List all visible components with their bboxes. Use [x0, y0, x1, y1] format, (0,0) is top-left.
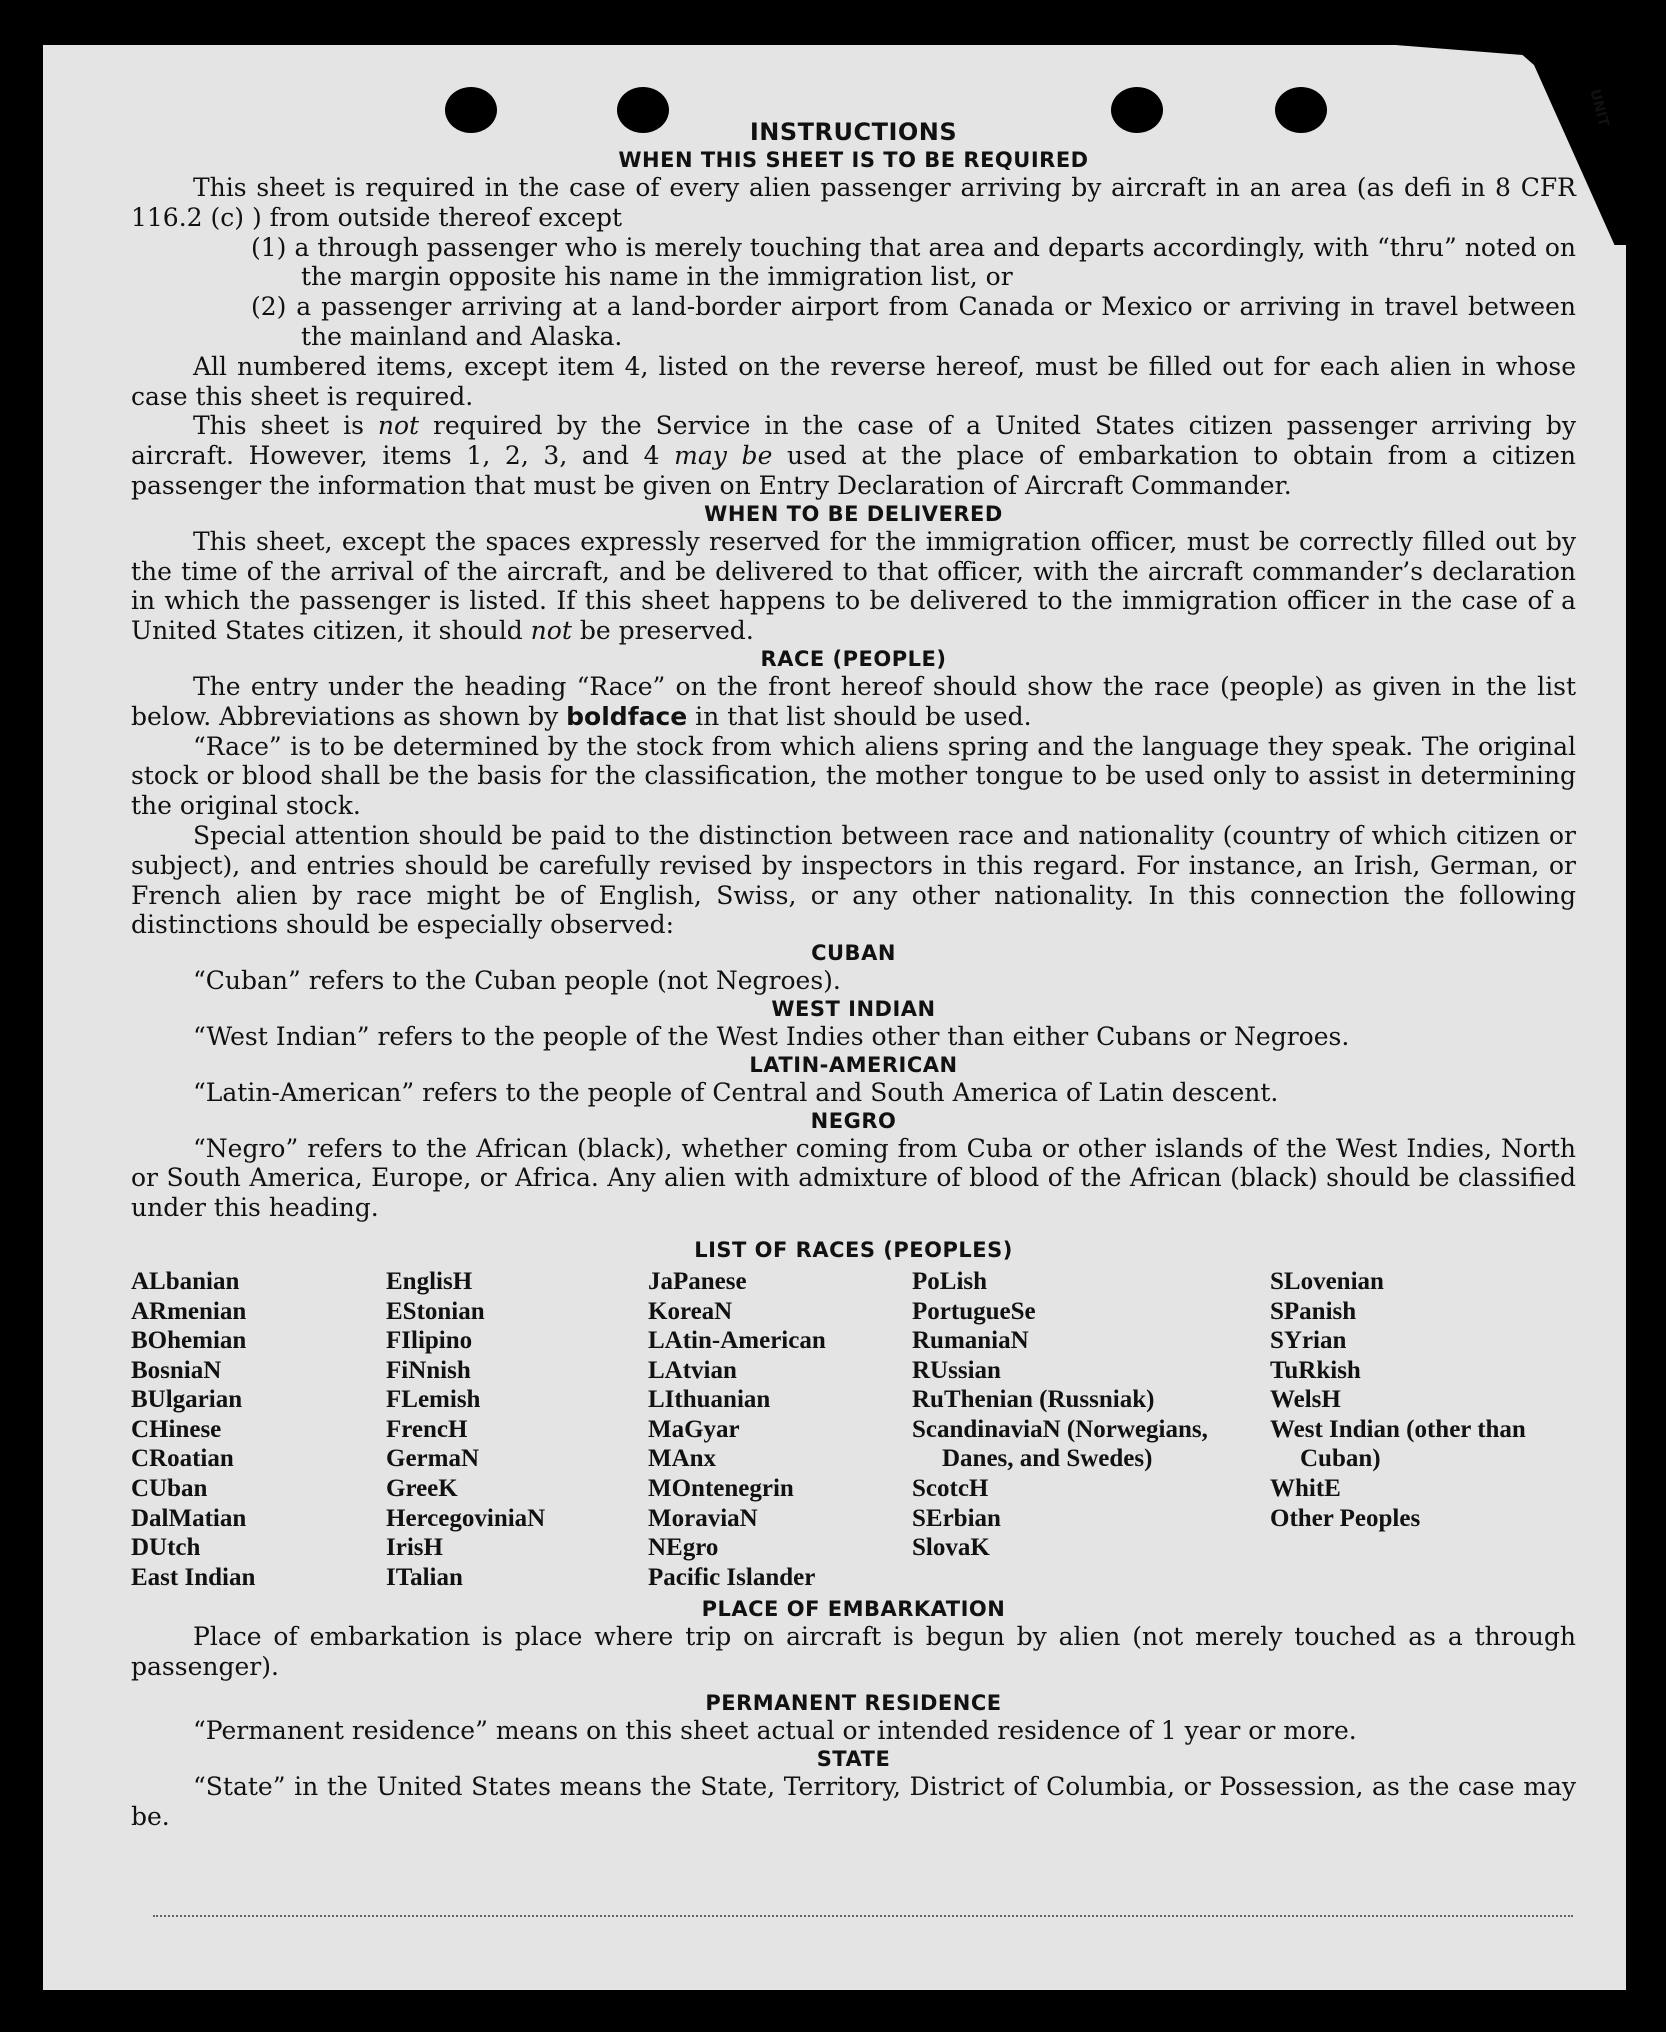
race-entry: KoreaN [648, 1297, 733, 1325]
required-intro: This sheet is required in the case of every alien passenger arriving by aircraft in an area (as defi in 8 CFR 116.2 (c) ) from outside thereof except [131, 173, 1576, 232]
race-entry: FIlipino [386, 1327, 473, 1355]
race-entry: MOntenegrin [648, 1475, 794, 1503]
race-entry: ScotcH [912, 1475, 989, 1503]
races-column-3 [648, 1267, 912, 1593]
definition-text-west-indian: “West Indian” refers to the people of the West Indies other than either Cubans or Negroes. [193, 1021, 1350, 1051]
definition-text-negro: “Negro” refers to the African (black), whether coming from Cuba or other islands of the West Indies, North or South America, Europe, or Africa. Any alien with admixture of blood of the African (black) should be classified under this heading. [131, 1133, 1576, 1223]
race-entry: SlovaK [912, 1534, 990, 1562]
numbered-items-text: All numbered items, except item 4, listed on the reverse hereof, must be filled out for each alien in whose case this sheet is required. [131, 351, 1576, 411]
document-page [43, 45, 1626, 1990]
bottom-divider [153, 1915, 1573, 1918]
race-entry: GreeK [386, 1475, 458, 1503]
race-paragraph-3: Special attention should be paid to the distinction between race and nationality (country of which citizen or subject), and entries should be carefully revised by inspectors in this regard. For instance, an Irish, German, or French alien by race might be of English, Swiss, or any other nationality. In this connection the following distinctions should be especially observed: [131, 820, 1576, 940]
race-entry: DalMatian [131, 1504, 247, 1532]
residence-text: “Permanent residence” means on this sheet actual or intended residence of 1 year or more. [193, 1716, 1357, 1746]
corner-text: UNIT [1586, 87, 1612, 129]
list-of-races [131, 1267, 1576, 1593]
definition-heading-west-indian: WEST INDIAN [771, 996, 936, 1021]
race-paragraph-2: “Race” is to be determined by the stock from which aliens spring and the language they speak. The original stock or blood shall be the basis for the classification, the mother tongue to be used only to assist in determining the original stock. [131, 731, 1576, 821]
race-entry: ITalian [386, 1563, 463, 1591]
race-entry: Other Peoples [1270, 1504, 1421, 1532]
section-heading-embarkation: PLACE OF EMBARKATION [701, 1597, 1006, 1622]
exception-item-2: (2) a passenger arriving at a land-border airport from Canada or Mexico or arriving in travel between the mainland and Alaska. [251, 292, 1576, 351]
race-entry: BUlgarian [131, 1386, 243, 1414]
race-entry: MaGyar [648, 1415, 740, 1443]
section-heading-state: STATE [816, 1746, 891, 1771]
page-title: INSTRUCTIONS [749, 118, 958, 146]
race-entry: CHinese [131, 1415, 222, 1443]
race-entry: GermaN [386, 1445, 480, 1473]
exception-item-1: (1) a through passenger who is merely touching that area and departs accordingly, with “thru” noted on the margin opposite his name in the immigration list, or [251, 232, 1576, 292]
race-entry: EnglisH [386, 1267, 473, 1295]
embarkation-text: Place of embarkation is place where trip on aircraft is begun by alien (not merely touched as a through passenger). [131, 1622, 1576, 1682]
race-entry: JaPanese [648, 1267, 747, 1295]
race-entry: RuThenian (Russniak) [912, 1386, 1155, 1414]
race-entry: MoraviaN [648, 1504, 758, 1532]
race-entry: FLemish [386, 1386, 481, 1414]
section-heading-race: RACE (PEOPLE) [760, 646, 947, 671]
definition-heading-cuban: CUBAN [811, 941, 896, 966]
delivered-paragraph: This sheet, except the spaces expressly reserved for the immigration officer, must be correctly filled out by the time of the arrival of the aircraft, and be delivered to that officer, with the aircraft commander’s declaration in which the passenger is listed. If this sheet happens to be delivered to the immigration officer in the case of a United States citizen, it should not be preserved. [131, 526, 1576, 646]
list-of-races-heading: LIST OF RACES (PEOPLES) [694, 1237, 1013, 1262]
race-entry: FrencH [386, 1415, 468, 1443]
race-entry: ARmenian [131, 1297, 247, 1325]
definition-heading-negro: NEGRO [810, 1108, 897, 1133]
race-entry: ScandinaviaN (Norwegians, Danes, and Swedes) [912, 1415, 1208, 1473]
race-entry: LIthuanian [648, 1386, 771, 1414]
race-entry: MAnx [648, 1445, 717, 1473]
race-entry: CUban [131, 1475, 208, 1503]
race-entry: BosniaN [131, 1356, 222, 1384]
race-entry: PortugueSe [912, 1297, 1036, 1325]
instructions-content [131, 117, 1576, 1831]
race-entry: West Indian (other than Cuban) [1270, 1415, 1526, 1473]
races-column-1 [131, 1267, 386, 1593]
race-entry: IrisH [386, 1534, 443, 1562]
race-entry: SYrian [1270, 1327, 1347, 1355]
race-entry: East Indian [131, 1563, 256, 1591]
race-entry: LAtvian [648, 1356, 737, 1384]
race-entry: WhitE [1270, 1475, 1341, 1503]
citizen-paragraph: This sheet is not required by the Service in the case of a United States citizen passenger arriving by aircraft. However, items 1, 2, 3, and 4 may be used at the place of embarkation to obtain from a citizen passenger the information that must be given on Entry Declaration of Aircraft Commander. [131, 411, 1576, 500]
race-entry: HercegoviniaN [386, 1504, 546, 1532]
race-entry: RUssian [912, 1356, 1001, 1384]
race-entry: SErbian [912, 1504, 1001, 1532]
race-entry: CRoatian [131, 1445, 234, 1473]
definition-heading-latin-american: LATIN-AMERICAN [749, 1052, 958, 1077]
race-entry: NEgro [648, 1534, 719, 1562]
section-heading-residence: PERMANENT RESIDENCE [705, 1691, 1002, 1716]
race-entry: DUtch [131, 1534, 201, 1562]
race-entry: EStonian [386, 1297, 485, 1325]
race-entry: WelsH [1270, 1386, 1341, 1414]
race-entry: LAtin-American [648, 1327, 826, 1355]
races-column-5 [1270, 1267, 1570, 1593]
race-entry: Pacific Islander [648, 1563, 816, 1591]
section-heading-required: WHEN THIS SHEET IS TO BE REQUIRED [618, 148, 1089, 172]
definition-text-cuban: “Cuban” refers to the Cuban people (not Negroes). [193, 966, 841, 996]
section-heading-delivered: WHEN TO BE DELIVERED [704, 501, 1003, 526]
definition-text-latin-american: “Latin-American” refers to the people of Central and South America of Latin descent. [193, 1077, 1279, 1107]
state-text: “State” in the United States means the State, Territory, District of Columbia, or Possession, as the case may be. [131, 1771, 1576, 1831]
race-entry: SLovenian [1270, 1267, 1384, 1295]
races-column-2 [386, 1267, 648, 1593]
race-entry: ALbanian [131, 1267, 240, 1295]
race-entry: TuRkish [1270, 1356, 1361, 1384]
races-column-4 [912, 1267, 1270, 1593]
race-paragraph-1: The entry under the heading “Race” on the front hereof should show the race (people) as given in the list below. Abbreviations as shown by boldface in that list should be used. [131, 671, 1576, 731]
race-entry: FiNnish [386, 1356, 471, 1384]
race-entry: BOhemian [131, 1327, 247, 1355]
race-entry: SPanish [1270, 1297, 1357, 1325]
race-entry: RumaniaN [912, 1327, 1029, 1355]
race-entry: PoLish [912, 1267, 988, 1295]
